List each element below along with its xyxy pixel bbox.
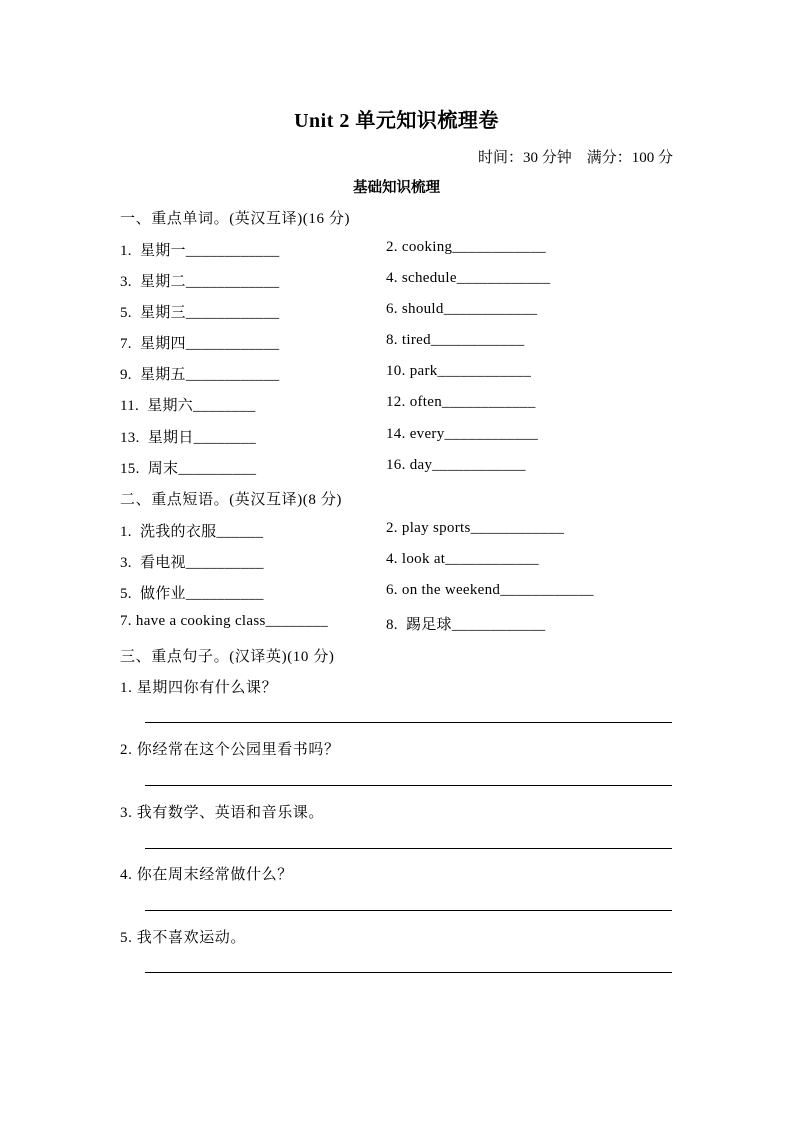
page-title: Unit 2 单元知识梳理卷: [294, 110, 499, 132]
part3-title: 三、重点句子。(汉译英)(10 分): [120, 649, 335, 665]
part1-title: 一、重点单词。(英汉互译)(16 分): [120, 211, 351, 227]
vocab-item-14: 14. every____________: [386, 426, 539, 442]
phrase-item-1: 1. 洗我的衣服______: [120, 524, 264, 540]
sentence-question-1: 1. 星期四你有什么课？: [120, 680, 278, 696]
phrase-item-5: 5. 做作业__________: [120, 586, 264, 602]
vocab-item-16: 16. day____________: [386, 457, 526, 473]
vocab-item-6: 6. should____________: [386, 301, 538, 317]
sentence-question-3: 3. 我有数学、英语和音乐课。: [120, 805, 325, 821]
vocab-item-15: 15. 周末__________: [120, 461, 257, 477]
sentence-question-4: 4. 你在周末经常做什么？: [120, 867, 293, 883]
time-info: 时间：30 分钟 满分：100 分: [477, 150, 673, 166]
vocab-item-7: 7. 星期四____________: [120, 336, 280, 352]
vocab-item-1: 1. 星期一____________: [120, 243, 280, 259]
vocab-item-10: 10. park____________: [386, 363, 532, 379]
vocab-item-9: 9. 星期五____________: [120, 367, 280, 383]
phrase-item-3: 3. 看电视__________: [120, 555, 264, 571]
vocab-item-12: 12. often____________: [386, 394, 536, 410]
vocab-item-13: 13. 星期日________: [120, 430, 257, 446]
phrase-item-8: 8. 踢足球____________: [386, 617, 546, 633]
phrase-item-6: 6. on the weekend____________: [386, 582, 594, 598]
part2-title: 二、重点短语。(英汉互译)(8 分): [120, 492, 343, 508]
answer-line-3[interactable]: [145, 848, 672, 849]
answer-line-4[interactable]: [145, 910, 672, 911]
phrase-item-7: 7. have a cooking class________: [120, 613, 329, 629]
vocab-item-11: 11. 星期六________: [120, 398, 256, 414]
answer-line-5[interactable]: [145, 972, 672, 973]
vocab-item-3: 3. 星期二____________: [120, 274, 280, 290]
section-heading: 基础知识梳理: [353, 180, 440, 196]
vocab-item-4: 4. schedule____________: [386, 270, 551, 286]
phrase-item-2: 2. play sports____________: [386, 520, 565, 536]
answer-line-2[interactable]: [145, 785, 672, 786]
vocab-item-8: 8. tired____________: [386, 332, 525, 348]
sentence-question-2: 2. 你经常在这个公园里看书吗？: [120, 742, 340, 758]
answer-line-1[interactable]: [145, 722, 672, 723]
phrase-item-4: 4. look at____________: [386, 551, 539, 567]
vocab-item-2: 2. cooking____________: [386, 239, 546, 255]
sentence-question-5: 5. 我不喜欢运动。: [120, 930, 247, 946]
vocab-item-5: 5. 星期三____________: [120, 305, 280, 321]
